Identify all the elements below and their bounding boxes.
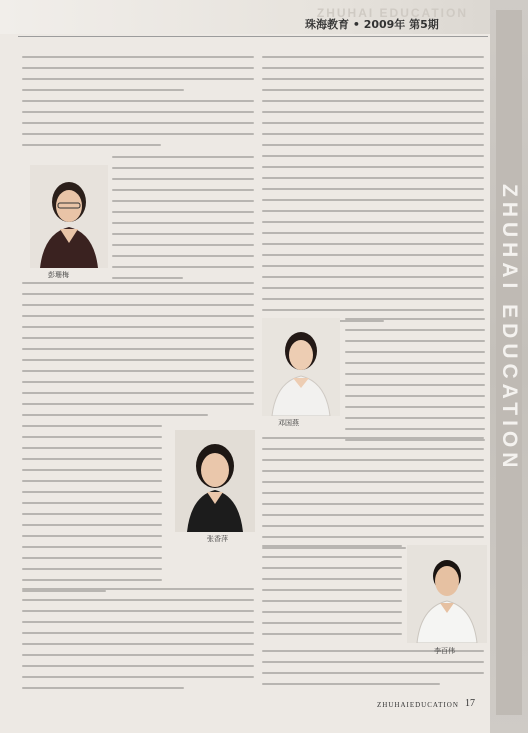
text-line (262, 437, 484, 439)
text-line (22, 100, 254, 102)
right-column-text-beside-photo-4 (262, 545, 402, 644)
text-line (22, 524, 162, 526)
text-line (112, 167, 254, 169)
text-line (262, 536, 484, 538)
text-line (262, 210, 484, 212)
portrait-photo-peng (30, 165, 108, 268)
text-line (22, 621, 254, 623)
portrait-photo-li (407, 545, 487, 643)
text-line (112, 266, 254, 268)
text-line (22, 392, 254, 394)
text-line (345, 351, 485, 353)
text-line (262, 111, 484, 113)
text-line (22, 643, 254, 645)
text-line (262, 525, 484, 527)
text-line (262, 470, 484, 472)
text-line (22, 326, 254, 328)
text-line (262, 309, 484, 311)
portrait-illustration (175, 430, 255, 532)
footer-magazine-name: ZHUHAIEDUCATION (377, 701, 459, 709)
text-line (345, 406, 485, 408)
text-line (262, 199, 484, 201)
left-column-text-top (22, 56, 254, 155)
text-line (22, 133, 254, 135)
page-number: 17 (465, 698, 475, 709)
text-line (345, 340, 485, 342)
text-line (22, 293, 254, 295)
text-line (345, 428, 485, 430)
text-line (22, 557, 162, 559)
portrait-photo-deng (262, 318, 340, 416)
text-line (262, 589, 402, 591)
text-line (22, 535, 162, 537)
text-line (262, 188, 484, 190)
text-line (262, 254, 484, 256)
text-line (262, 492, 484, 494)
text-line (22, 381, 254, 383)
photo-caption-4: 李百伟 (434, 647, 455, 655)
text-line (262, 232, 484, 234)
text-line (22, 67, 254, 69)
text-line (22, 480, 162, 482)
text-line (262, 67, 484, 69)
text-line (112, 244, 254, 246)
left-column-text-beside-photo-2 (22, 425, 162, 601)
text-line (112, 222, 254, 224)
photo-caption-1: 彭珊梅 (48, 271, 69, 279)
text-line (262, 177, 484, 179)
text-line (22, 491, 162, 493)
text-line (22, 122, 254, 124)
text-line (262, 633, 402, 635)
text-line (345, 395, 485, 397)
text-line (262, 683, 440, 685)
text-line (262, 144, 484, 146)
text-line (345, 329, 485, 331)
text-line (22, 56, 254, 58)
text-line (262, 661, 484, 663)
text-line (262, 600, 402, 602)
portrait-illustration (30, 165, 108, 268)
text-line (262, 78, 484, 80)
text-line (22, 403, 254, 405)
text-line (22, 78, 254, 80)
text-line (22, 370, 254, 372)
left-column-text-beside-photo-1 (112, 156, 254, 288)
side-brand-label: ZHUHAI EDUCATION (498, 183, 521, 473)
text-line (22, 315, 254, 317)
text-line (262, 459, 484, 461)
text-line (262, 221, 484, 223)
text-line (262, 567, 402, 569)
text-line (22, 588, 254, 590)
portrait-illustration (262, 318, 340, 416)
text-line (345, 362, 485, 364)
text-line (345, 384, 485, 386)
text-line (22, 579, 162, 581)
text-line (262, 481, 484, 483)
text-line (22, 632, 254, 634)
text-line (262, 556, 402, 558)
portrait-photo-zhang (175, 430, 255, 532)
text-line (345, 373, 485, 375)
right-column-text-bottom (262, 650, 484, 694)
side-brand-text (497, 48, 521, 608)
text-line (22, 665, 254, 667)
text-line (22, 513, 162, 515)
text-line (262, 622, 402, 624)
header-divider (18, 36, 488, 37)
text-line (22, 414, 208, 416)
left-column-text-bottom (22, 588, 254, 698)
text-line (262, 276, 484, 278)
text-line (262, 611, 402, 613)
text-line (112, 189, 254, 191)
text-line (22, 469, 162, 471)
text-line (22, 568, 162, 570)
text-line (22, 610, 254, 612)
text-line (262, 133, 484, 135)
text-line (112, 211, 254, 213)
text-line (262, 672, 484, 674)
portrait-illustration (407, 545, 487, 643)
left-column-text-middle (22, 282, 254, 425)
text-line (112, 178, 254, 180)
photo-caption-2: 张香萍 (207, 535, 228, 543)
text-line (262, 287, 484, 289)
text-line (22, 359, 254, 361)
photo-caption-3: 邓国燕 (278, 419, 299, 427)
text-line (112, 277, 183, 279)
text-line (22, 502, 162, 504)
text-line (112, 233, 254, 235)
text-line (22, 546, 162, 548)
text-line (22, 111, 254, 113)
text-line (22, 436, 162, 438)
text-line (262, 166, 484, 168)
text-line (22, 144, 161, 146)
text-line (112, 156, 254, 158)
right-column-text-middle (262, 437, 484, 558)
text-line (262, 122, 484, 124)
header-watermark: ZHUHAI EDUCATION (316, 6, 468, 20)
text-line (262, 545, 402, 547)
right-column-text-top (262, 56, 484, 331)
text-line (22, 337, 254, 339)
text-line (262, 298, 484, 300)
right-column-text-beside-photo-3 (345, 318, 485, 450)
text-line (262, 100, 484, 102)
text-line (22, 282, 254, 284)
text-line (22, 447, 162, 449)
text-line (22, 348, 254, 350)
text-line (112, 200, 254, 202)
text-line (262, 89, 484, 91)
text-line (22, 654, 254, 656)
text-line (262, 578, 402, 580)
text-line (262, 265, 484, 267)
text-line (262, 243, 484, 245)
text-line (22, 89, 184, 91)
text-line (112, 255, 254, 257)
text-line (345, 417, 485, 419)
text-line (262, 514, 484, 516)
text-line (262, 448, 484, 450)
text-line (262, 56, 484, 58)
text-line (262, 503, 484, 505)
text-line (22, 458, 162, 460)
text-line (22, 425, 162, 427)
text-line (22, 304, 254, 306)
journal-issue-title: 珠海教育 • 2009年 第5期 (305, 18, 439, 31)
text-line (22, 599, 254, 601)
text-line (22, 687, 184, 689)
text-line (262, 155, 484, 157)
text-line (345, 318, 485, 320)
text-line (22, 676, 254, 678)
